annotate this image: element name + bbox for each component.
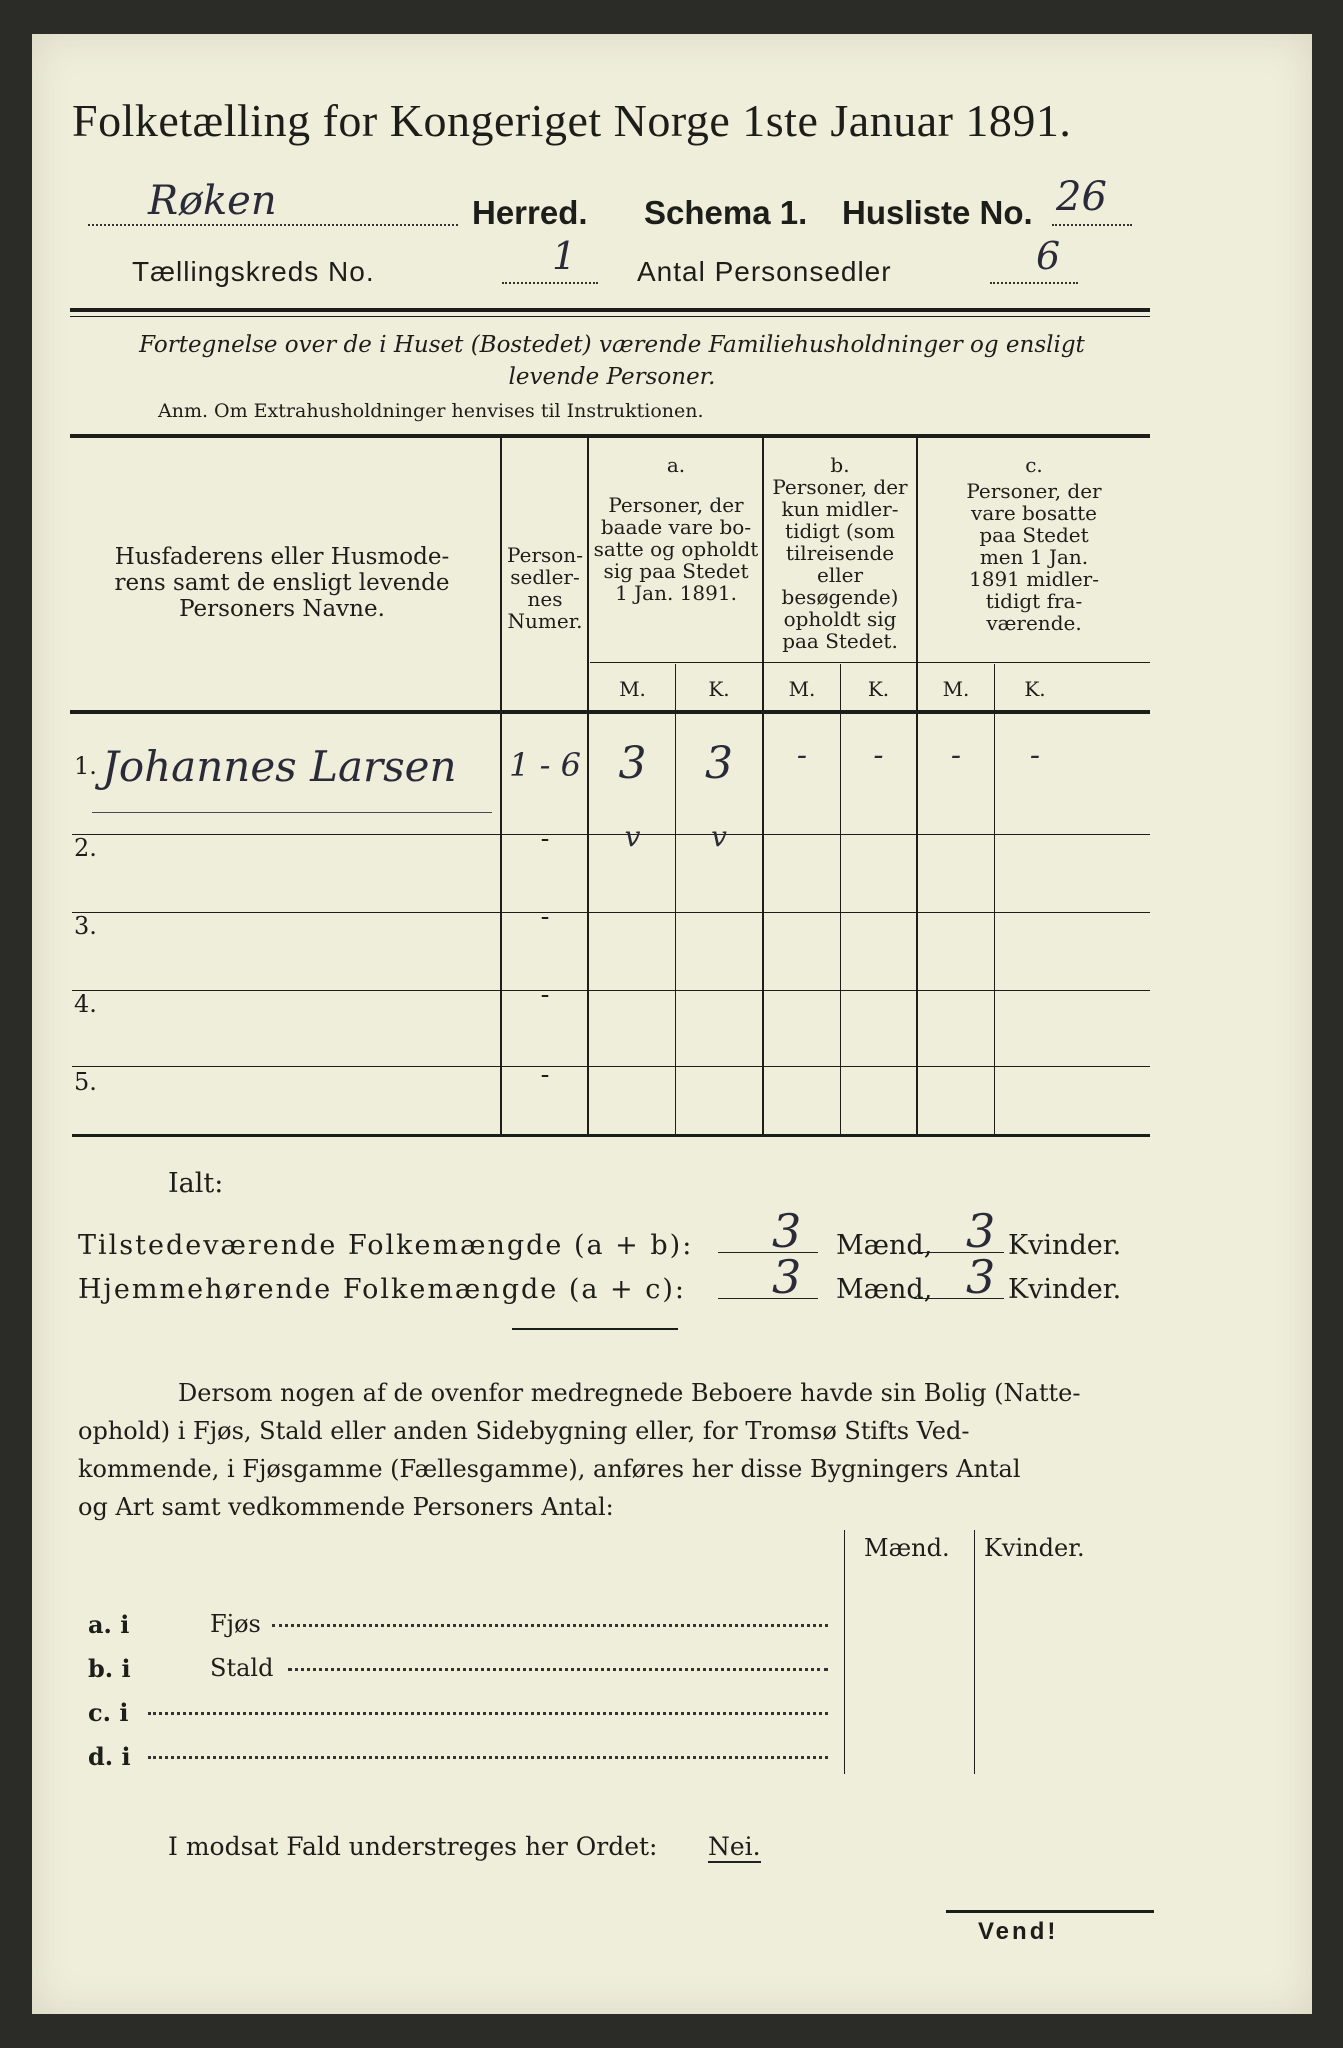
vend-rule <box>946 1910 1154 1913</box>
buildings-para-line-1: Dersom nogen af de ovenfor medregnede Beboere havde sin Bolig (Natte- <box>178 1379 1081 1407</box>
col-a-line: Personer, der <box>608 493 744 517</box>
hjemme-label: Hjemmehørende Folkemængde (a + c): <box>78 1274 686 1305</box>
tilstede-m-field <box>718 1204 818 1258</box>
b-m-label: M. <box>788 677 816 701</box>
col-c-line: men 1 Jan. <box>979 545 1089 569</box>
col-numer-line-4: Numer. <box>507 609 583 633</box>
col-b-line: Personer, der <box>772 475 908 499</box>
herred-field <box>88 178 458 226</box>
hjemme-m-value: 3 <box>772 1250 802 1304</box>
husliste-field <box>1052 174 1132 226</box>
herred-value: Røken <box>148 178 277 224</box>
a-k-label: K. <box>708 677 730 701</box>
antal-field <box>990 234 1078 284</box>
row-1-name-underline <box>92 812 492 813</box>
row-1-numer: 1 - 6 <box>509 746 581 784</box>
col-names-line-2: rens samt de ensligt levende <box>114 570 450 596</box>
col-b-line: opholdt sig <box>783 607 897 631</box>
ialt-label: Ialt: <box>168 1168 224 1199</box>
row-1-c-k: - <box>1029 738 1041 773</box>
taellingskreds-field <box>502 234 598 284</box>
modsat-word: Nei. <box>708 1832 761 1861</box>
vend-label: Vend! <box>978 1918 1059 1945</box>
col-b-line: kun midler- <box>781 497 899 521</box>
hjemme-k-field <box>914 1250 1004 1304</box>
hjemme-maend-label: Mænd, <box>836 1274 933 1305</box>
table-vline-b-split <box>840 664 841 1134</box>
buildings-vline-1 <box>844 1530 845 1774</box>
taellingskreds-value: 1 <box>552 234 577 278</box>
row-4-numer: - <box>540 980 550 1010</box>
buildings-paragraph <box>78 1374 1158 1526</box>
col-a-line: 1 Jan. 1891. <box>615 581 737 605</box>
row-line <box>72 1066 1150 1067</box>
buildings-para-line-2: ophold) i Fjøs, Stald eller anden Sidebygning eller, for Tromsø Stifts Ved- <box>78 1417 970 1445</box>
col-a-header <box>590 454 762 604</box>
col-names-header <box>72 544 492 622</box>
col-a-line: sig paa Stedet <box>603 559 749 583</box>
table-vline-2 <box>587 438 589 1134</box>
col-c-line: 1891 midler- <box>969 567 1099 591</box>
col-numer-line-1: Person- <box>507 543 583 567</box>
item-a-letter: a. i <box>88 1610 130 1639</box>
intro-line-1: Fortegnelse over de i Huset (Bostedet) værende Familiehusholdninger og ensligt <box>139 332 1085 358</box>
row-line <box>72 912 1150 913</box>
row-5-number: 5. <box>74 1068 97 1096</box>
col-c-header <box>918 454 1150 634</box>
item-a-label: Fjøs <box>210 1610 261 1638</box>
antal-value: 6 <box>1036 234 1061 278</box>
buildings-para-line-4: og Art samt vedkommende Personers Antal: <box>78 1493 614 1521</box>
row-2-a-k: v <box>711 820 727 853</box>
row-1-b-k: - <box>873 738 884 773</box>
tilstede-k-value: 3 <box>966 1204 996 1258</box>
col-a-line: satte og opholdt <box>593 537 759 561</box>
antal-label: Antal Personsedler <box>637 256 892 287</box>
b-k-label: K. <box>867 677 890 701</box>
tilstede-kvinder-label: Kvinder. <box>1008 1230 1122 1261</box>
intro-line-2: levende Personer. <box>508 364 716 390</box>
col-numer-line-2: sedler- <box>510 565 580 589</box>
col-b-line: tilreisende <box>785 541 895 565</box>
col-b-letter: b. <box>830 453 850 477</box>
col-c-line: tidigt fra- <box>985 589 1083 613</box>
c-m-label: M. <box>942 677 970 701</box>
item-b-dots <box>288 1668 828 1671</box>
item-c-letter: c. i <box>88 1698 129 1727</box>
col-c-line: paa Stedet <box>979 523 1089 547</box>
row-3-number: 3. <box>74 912 97 940</box>
tilstede-m-value: 3 <box>772 1204 802 1258</box>
header-rule-thin <box>70 316 1150 317</box>
row-2-numer: - <box>540 824 550 854</box>
col-c-letter: c. <box>1025 453 1043 477</box>
modsat-text: I modsat Fald understreges her Ordet: <box>168 1832 658 1861</box>
table-top-rule <box>70 434 1150 438</box>
col-numer-header <box>502 544 588 632</box>
header-rule <box>70 308 1150 312</box>
hjemme-m-field <box>718 1250 818 1304</box>
husliste-value: 26 <box>1056 174 1107 220</box>
c-k-label: K. <box>1024 677 1046 701</box>
row-1-c-m: - <box>950 738 962 773</box>
col-numer-line-3: nes <box>527 587 563 611</box>
col-b-line: besøgende) <box>781 585 899 609</box>
anm-note: Anm. Om Extrahusholdninger henvises til Instruktionen. <box>158 400 704 422</box>
col-b-line: tidigt (som <box>785 519 895 543</box>
item-d-dots <box>148 1756 828 1759</box>
item-b-label: Stald <box>210 1654 274 1682</box>
mk-rule <box>590 662 1150 663</box>
row-1-number: 1. <box>74 752 97 780</box>
buildings-para-line-3: kommende, i Fjøsgamme (Fællesgamme), anføres her disse Bygningers Antal <box>78 1455 1021 1483</box>
item-d-letter: d. i <box>88 1742 131 1771</box>
tilstede-maend-label: Mænd, <box>836 1230 933 1261</box>
table-bottom-rule <box>72 1134 1150 1137</box>
item-a-dots <box>272 1624 828 1627</box>
a-m-label: M. <box>619 677 646 701</box>
row-1-a-k: 3 <box>705 738 733 789</box>
buildings-col-maend: Mænd. <box>864 1534 950 1562</box>
husliste-label: Husliste No. <box>842 194 1033 231</box>
row-3-numer: - <box>540 902 550 932</box>
buildings-col-kvinder: Kvinder. <box>984 1534 1085 1562</box>
row-4-number: 4. <box>74 990 97 1018</box>
herred-label: Herred. <box>472 194 588 231</box>
col-c-line: Personer, der <box>966 479 1102 503</box>
row-1-name: Johannes Larsen <box>102 742 457 791</box>
tilstede-label: Tilstedeværende Folkemængde (a + b): <box>78 1230 694 1261</box>
col-b-line: paa Stedet. <box>782 629 898 653</box>
table-vline-c-split <box>994 664 995 1134</box>
schema-label: Schema 1. <box>644 194 808 231</box>
row-5-numer: - <box>540 1060 550 1090</box>
hjemme-kvinder-label: Kvinder. <box>1008 1274 1122 1305</box>
form-title: Folketælling for Kongeriget Norge 1ste Januar 1891. <box>72 95 1072 146</box>
item-b-letter: b. i <box>88 1654 131 1683</box>
col-c-line: værende. <box>986 611 1082 635</box>
col-a-line: baade vare bo- <box>600 515 752 539</box>
col-names-line-1: Husfaderens eller Husmode- <box>114 544 450 570</box>
row-2-number: 2. <box>74 834 97 862</box>
col-c-line: vare bosatte <box>971 501 1097 525</box>
row-1-b-m: - <box>796 738 808 773</box>
census-form-page <box>32 34 1312 2014</box>
row-1-a-m: 3 <box>618 738 647 789</box>
section-divider <box>512 1328 678 1330</box>
tilstede-k-field <box>914 1204 1004 1258</box>
hjemme-k-value: 3 <box>966 1250 996 1304</box>
col-b-header <box>764 454 916 652</box>
row-2-a-m: v <box>624 820 641 853</box>
col-b-line: eller <box>816 563 864 587</box>
item-c-dots <box>148 1712 828 1715</box>
col-a-letter: a. <box>666 453 686 477</box>
row-line <box>72 990 1150 991</box>
table-vline-a-split <box>675 664 676 1134</box>
col-names-line-3: Personers Navne. <box>179 596 385 622</box>
taellingskreds-label: Tællingskreds No. <box>132 256 375 287</box>
table-header-bottom-rule <box>70 710 1150 714</box>
buildings-vline-2 <box>974 1530 975 1774</box>
table-vline-1 <box>500 438 502 1134</box>
